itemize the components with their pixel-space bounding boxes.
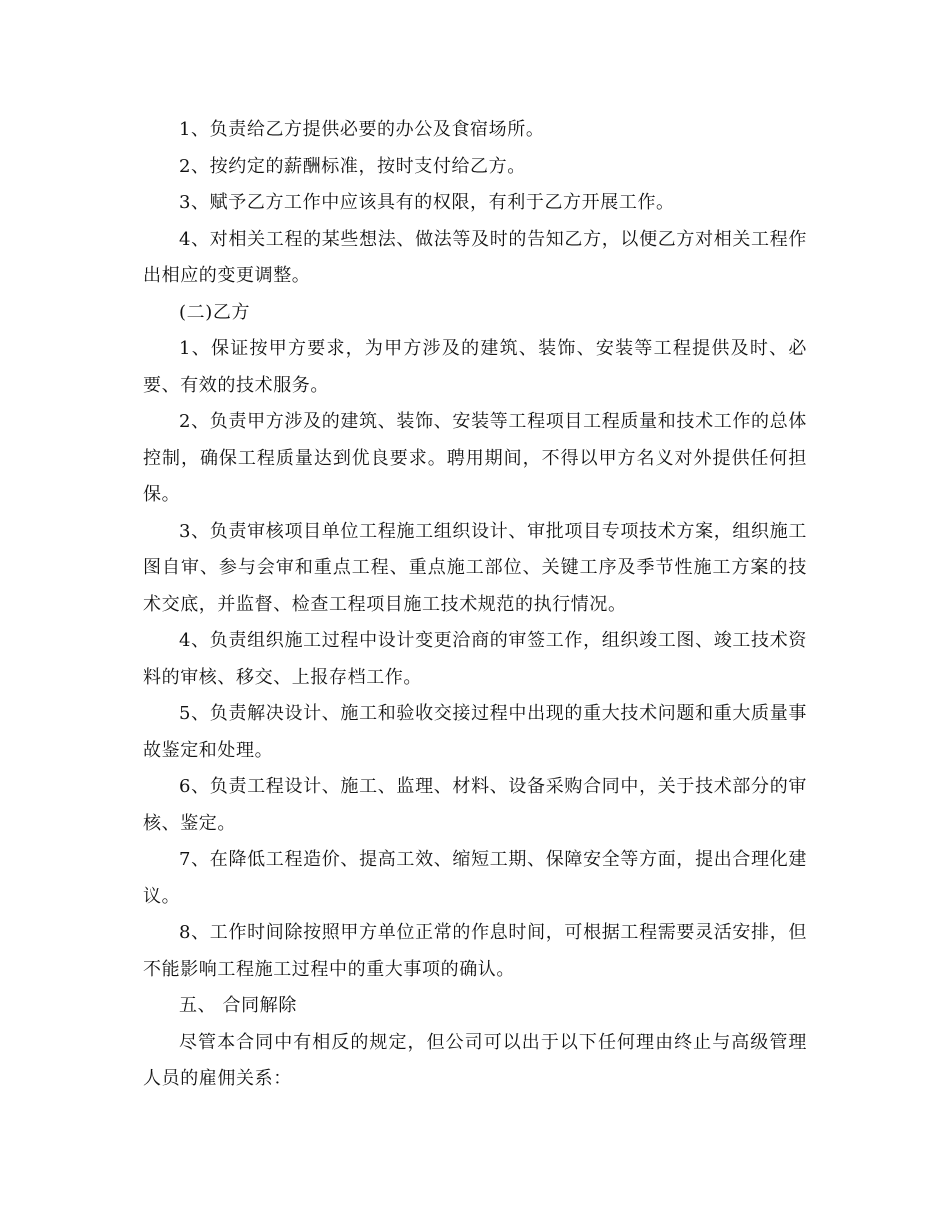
section-heading-termination: 五、 合同解除 (179, 995, 297, 1016)
party-b-duty-1: 1、保证按甲方要求，为甲方涉及的建筑、装饰、安装等工程提供及时、必要、有效的技术服务。 (143, 338, 807, 396)
party-b-duty-5: 5、负责解决设计、施工和验收交接过程中出现的重大技术问题和重大质量事故鉴定和处理。 (143, 703, 807, 761)
party-b-duty-8: 8、工作时间除按照甲方单位正常的作息时间，可根据工程需要灵活安排，但不能影响工程施工过程中的重大事项的确认。 (143, 922, 807, 980)
document-body (143, 112, 807, 1098)
party-a-duty-1: 1、负责给乙方提供必要的办公及食宿场所。 (179, 119, 545, 140)
party-a-duty-2: 2、按约定的薪酬标准，按时支付给乙方。 (179, 155, 526, 177)
party-b-duty-7: 7、在降低工程造价、提高工效、缩短工期、保障安全等方面，提出合理化建议。 (143, 849, 807, 907)
party-a-duty-3: 3、赋予乙方工作中应该具有的权限，有利于乙方开展工作。 (179, 192, 675, 213)
party-b-duty-6: 6、负责工程设计、施工、监理、材料、设备采购合同中，关于技术部分的审核、鉴定。 (143, 776, 807, 834)
termination-intro: 尽管本合同中有相反的规定，但公司可以出于以下任何理由终止与高级管理人员的雇佣关系： (143, 1031, 807, 1089)
section-heading-party-b: (二)乙方 (179, 301, 251, 323)
party-b-duty-2: 2、负责甲方涉及的建筑、装饰、安装等工程项目工程质量和技术工作的总体控制，确保工程质量达到优良要求。聘用期间，不得以甲方名义对外提供任何担保。 (143, 411, 807, 505)
party-b-duty-3: 3、负责审核项目单位工程施工组织设计、审批项目专项技术方案，组织施工图自审、参与会审和重点工程、重点施工部位、关键工序及季节性施工方案的技术交底，并监督、检查工程项目施工技术规范的执行情况。 (143, 520, 807, 615)
party-b-duty-4: 4、负责组织施工过程中设计变更洽商的审签工作，组织竣工图、竣工技术资料的审核、移交、上报存档工作。 (143, 630, 807, 688)
party-a-duty-4: 4、对相关工程的某些想法、做法等及时的告知乙方，以便乙方对相关工程作出相应的变更调整。 (143, 228, 807, 286)
